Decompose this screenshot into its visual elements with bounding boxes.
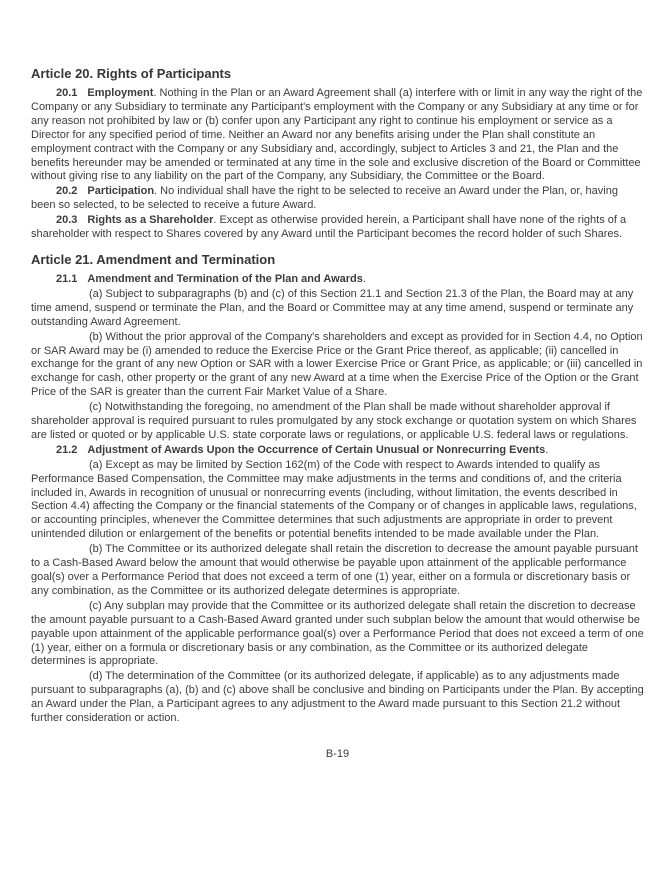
section-21-1-title: Amendment and Termination of the Plan and Awards [87,272,363,285]
section-21-2-number: 21.2 [56,443,78,456]
subparagraph-21-1-b: (b) Without the prior approval of the Company's shareholders and except as provided for in Section 4.4, no Option or SAR Award may be (i) amended to reduce the Exercise Price or the Grant Price thereof, as applicable; (ii) cancelled in exchange for the grant of any new Option or SAR with a lower Exercise Price or Grant Price, as applicable; or (iii) cancelled in exchange for cash, other property or the grant of any new Award at a time when the Exercise Price of the Option or the Grant Price of the SAR is greater than the current Fair Market Value of a Share. [31,330,643,399]
section-20-2-number: 20.2 [56,185,78,198]
section-20-1-title: Employment [87,87,154,99]
page-footer [31,747,644,761]
subparagraph-21-2-a: (a) Except as may be limited by Section 162(m) of the Code with respect to Awards intended to qualify as Performance Based Compensation, the Committee may make adjustments in the terms and conditions of, and the criteria included in, Awards in recognition of unusual or nonrecurring events (including, without limitation, the events described in Section 4.4) affecting the Company or the financial statements of the Company or of changes in applicable laws, regulations, or accounting principles, whenever the Committee determines that such adjustments are appropriate in order to prevent unintended dilution or enlargement of the benefits or potential benefits intended to be made available under the Plan. [31,458,637,541]
section-20-2-title: Participation [87,185,155,198]
section-20-3-number: 20.3 [56,214,78,227]
article-20 [31,66,644,242]
section-21-1-number: 21.1 [56,272,78,285]
section-20-2-text: . No individual shall have the right to be selected to receive an Award under the Plan, or, having been so selected, to be selected to receive a future Award. [31,185,618,212]
section-20-2-paragraph [31,185,644,213]
section-21-1-paragraph [31,273,644,287]
section-20-1-text: . Nothing in the Plan or an Award Agreement shall (a) interfere with or limit in any way the right of the Company or any Subsidiary to terminate any Participant's employment with the Company or any Subsidiary at any time or for any reason not prohibited by law or (b) confer upon any Participant any right to continue his employment or service as a Director for any specified period of time. Neither an Award nor any benefits arising under the Plan shall constitute an employment contract with the Company or any Subsidiary and, accordingly, subject to Articles 3 and 21, the Plan and the benefits hereunder may be amended or terminated at any time in the sole and exclusive discretion of the Board or Committee without giving rise to any liability on the part of the Company, any Subsidiary, the Committee or the Board. [31,87,643,183]
article-21-heading: Article 21. Amendment and Termination [31,251,276,267]
subparagraph-21-2-b: (b) The Committee or its authorized delegate shall retain the discretion to decrease the amount payable pursuant to a Cash-Based Award below the amount that would otherwise be payable upon attainment of the applicable performance goal(s) over a Performance Period that does not exceed a term of one (1) year, either on a formula or discretionary basis or any combination, as the Committee or its authorized delegate determines is appropriate. [31,543,638,597]
page-number: B-19 [325,747,350,760]
section-21-1-text: . [362,272,366,285]
section-20-1-paragraph [31,87,644,184]
subparagraph-21-2-c: (c) Any subplan may provide that the Committee or its authorized delegate shall retain the discretion to decrease the amount payable pursuant to a Cash-Based Award granted under such subplan below the amount that would otherwise be payable upon attainment of the applicable performance goal(s) over a Performance Period that does not exceed a term of one (1) year, either on a formula or discretionary basis or any combination, as the Committee or its authorized delegate determines is appropriate. [31,599,644,668]
subparagraph-21-2-d: (d) The determination of the Committee (or its authorized delegate, if applicable) as to any adjustments made pursuant to subparagraphs (a), (b) and (c) above shall be conclusive and binding on Participants under the Plan. By accepting an Award under the Plan, a Participant agrees to any adjustment to the Award made pursuant to this Section 21.2 without further consideration or action. [31,670,644,725]
section-20-3-paragraph [31,214,644,242]
section-20-3-text: . Except as otherwise provided herein, a Participant shall have none of the rights of a shareholder with respect to Shares covered by any Award until the Participant becomes the record holder of such Shares. [31,214,627,241]
subparagraph-21-1-c: (c) Notwithstanding the foregoing, no amendment of the Plan shall be made without shareholder approval if shareholder approval is required pursuant to rules promulgated by any stock exchange or quotation system on which Shares are listed or quoted or by applicable U.S. state corporate laws or regulations, or applicable U.S. federal laws or regulations. [31,401,637,441]
section-21-2-title: Adjustment of Awards Upon the Occurrence of Certain Unusual or Nonrecurring Events [87,443,546,456]
section-21-2-paragraph [31,444,644,458]
section-20-3-title: Rights as a Shareholder [87,214,214,227]
article-21 [31,252,644,726]
section-20-1-number: 20.1 [56,87,78,99]
section-21-2-text: . [545,443,549,456]
subparagraph-21-1-a: (a) Subject to subparagraphs (b) and (c) of this Section 21.1 and Section 21.3 of the Plan, the Board may at any time amend, suspend or terminate the Plan, and the Board or Committee may at any time amend, suspend or terminate any outstanding Award Agreement. [31,287,634,328]
article-20-heading: Article 20. Rights of Participants [31,66,232,81]
